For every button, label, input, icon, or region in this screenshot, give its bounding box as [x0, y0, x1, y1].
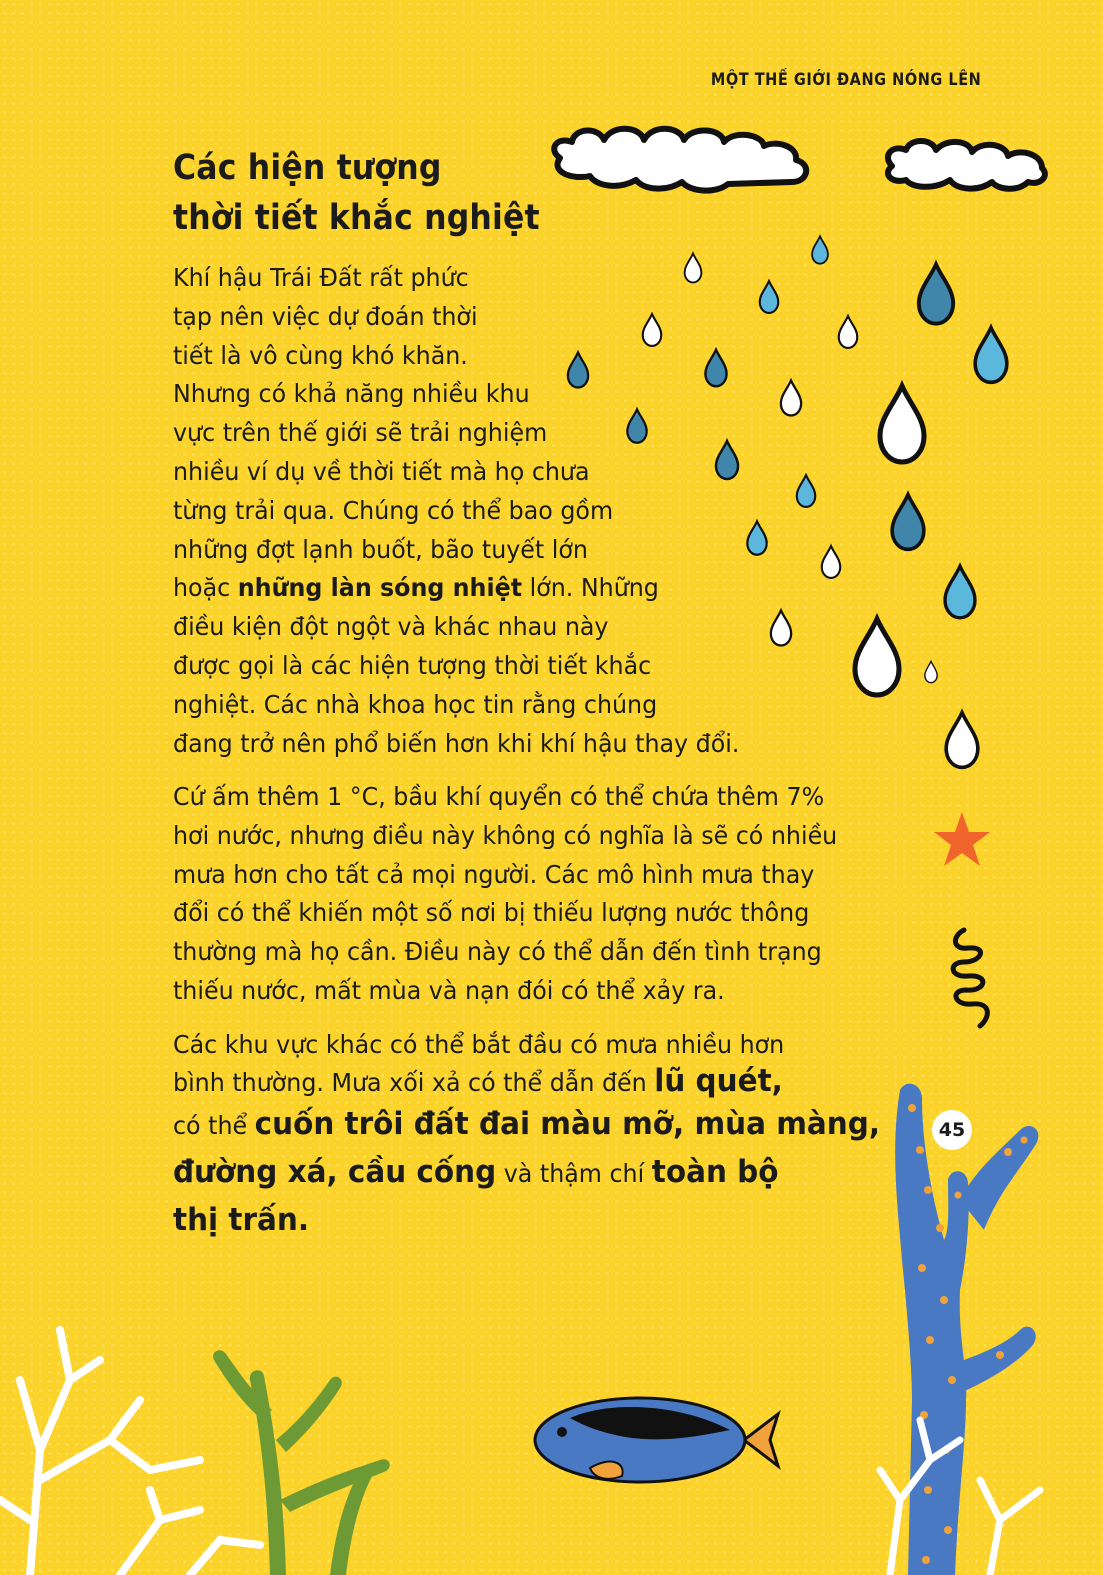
text-line: Các khu vực khác có thể bắt đầu có mưa nhiều hơn [173, 1030, 785, 1059]
running-header: MỘT THẾ GIỚI ĐANG NÓNG LÊN [710, 70, 981, 89]
text-line: đổi có thể khiến một số nơi bị thiếu lượng nước thông [173, 898, 810, 928]
text-line: tạp nên việc dự đoán thời [173, 301, 478, 331]
text-line: thường mà họ cần. Điều này có thể dẫn đến tình trạng [173, 937, 822, 967]
emphasis-term: cuốn trôi đất đai màu mỡ, mùa màng, [254, 1106, 881, 1142]
cloud-icon [888, 141, 1045, 189]
starfish-icon [934, 812, 990, 866]
title-line: Các hiện tượng [173, 148, 442, 188]
emphasis-term: toàn bộ [651, 1154, 779, 1190]
page-number: 45 [932, 1110, 972, 1150]
squiggle-icon [953, 930, 987, 1026]
text-line [173, 1063, 880, 1101]
text-line: từng trải qua. Chúng có thể bao gồm [173, 495, 614, 525]
text-run: và thậm chí [496, 1159, 652, 1188]
text-line: Cứ ấm thêm 1 °C, bầu khí quyển có thể chứa thêm 7% [173, 782, 825, 811]
paragraph-flash-floods [173, 1026, 917, 1245]
emphasis-term: thị trấn. [173, 1202, 310, 1238]
text-line [173, 569, 739, 608]
fish-icon [535, 1398, 778, 1482]
cloud-icon [554, 129, 806, 191]
text-line: mưa hơn cho tất cả mọi người. Các mô hình mưa thay [173, 859, 815, 889]
emphasis-term: đường xá, cầu cống [173, 1154, 497, 1190]
text-line: nhiều ví dụ về thời tiết mà họ chưa [173, 456, 590, 486]
text-line: Nhưng có khả năng nhiều khu [173, 379, 530, 409]
coral-icon [880, 1420, 1040, 1575]
text-line: tiết là vô cùng khó khăn. [173, 340, 468, 370]
text-line [173, 1149, 880, 1197]
emphasis-term: lũ quét, [654, 1063, 783, 1099]
text-line: điều kiện đột ngột và khác nhau này [173, 612, 609, 642]
text-line: đang trở nên phổ biến hơn khi khí hậu thay đổi. [173, 728, 740, 758]
text-line: được gọi là các hiện tượng thời tiết khắc [173, 650, 652, 680]
text-run: có thể [173, 1111, 255, 1140]
text-line: vực trên thế giới sẽ trải nghiệm [173, 418, 548, 448]
text-line: thiếu nước, mất mùa và nạn đói có thể xảy ra. [173, 975, 725, 1005]
text-run: lớn. Những [522, 573, 659, 603]
text-line: nghiệt. Các nhà khoa học tin rằng chúng [173, 689, 658, 719]
emphasis-term: những làn sóng nhiệt [237, 573, 523, 603]
text-line: Khí hậu Trái Đất rất phức [173, 263, 469, 292]
article-title [173, 143, 540, 243]
paragraph-intro [173, 259, 769, 763]
text-line: hơi nước, nhưng điều này không có nghĩa là sẽ có nhiều [173, 820, 838, 850]
text-line [173, 1197, 880, 1245]
title-line: thời tiết khắc nghiệt [173, 198, 540, 238]
paragraph-water-vapour [173, 778, 872, 1011]
text-line: những đợt lạnh buốt, bão tuyết lớn [173, 534, 588, 564]
text-run: hoặc [173, 573, 238, 603]
text-line [173, 1101, 880, 1149]
text-run: bình thường. Mưa xối xả có thể dẫn đến [173, 1068, 655, 1097]
